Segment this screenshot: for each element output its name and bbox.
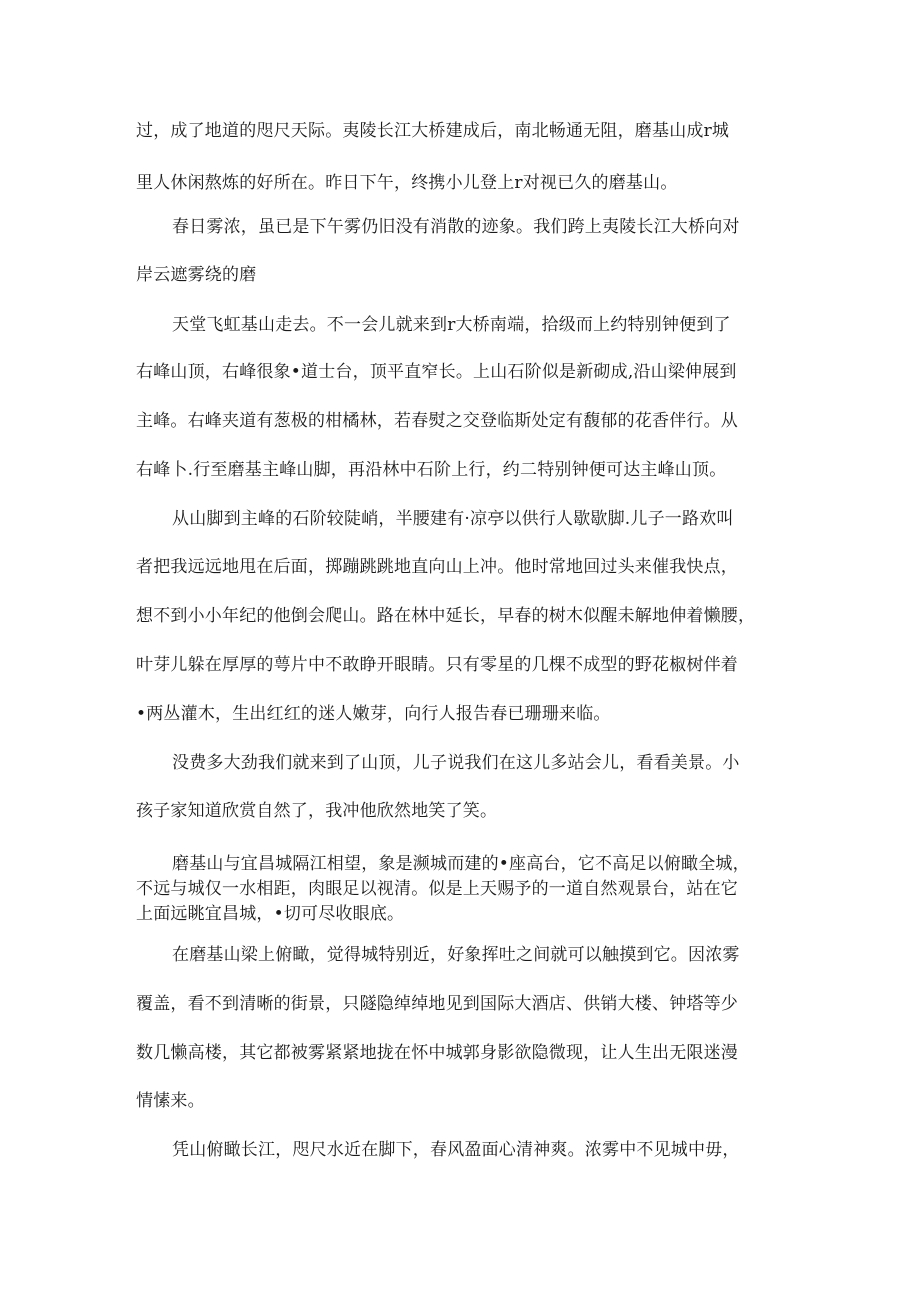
text-line-6: 右峰山顶，右峰很象•道士台，顶平直窄长。上山石阶似是新砌成,沿山梁伸展到 — [136, 362, 737, 382]
text-line-15: 孩子家知道欣赏自然了，我冲他欣然地笑了笑。 — [136, 801, 498, 821]
text-line-10: 者把我远远地甩在后面，掷蹦跳跳地直向山上冲。他时常地回过头来催我快点， — [136, 557, 738, 577]
text-line-5: 天堂飞虹基山走去。不一会儿就来到r大桥南端，拾级而上约特别钟便到了 — [172, 315, 731, 335]
text-line-11: 想不到小小年纪的他倒会爬山。路在林中延长，早春的树木似醒未解地伸着懒腰， — [136, 606, 756, 626]
text-line-9: 从山脚到主峰的石阶较陡峭，半腰建有·凉亭以供行人歇歇脚.儿子一路欢叫 — [172, 509, 734, 529]
text-line-1: 过，成了地道的咫尺天际。夷陵长江大桥建成后，南北畅通无阻，磨基山成r城 — [136, 121, 730, 141]
text-line-19: 在磨基山梁上俯瞰，觉得城特别近，好象挥吐之间就可以触摸到它。因浓雾 — [172, 945, 740, 965]
text-line-21: 数几懒高楼，其它都被雾紧紧地拢在怀中城郭身影欲隐微现，让人生出无限迷漫 — [136, 1043, 738, 1063]
text-line-12: 叶芽儿躲在厚厚的萼片中不敢睁开眼睛。只有零星的几棵不成型的野花椒树伴着 — [136, 655, 738, 675]
text-line-8: 右峰卜.行至磨基主峰山脚，再沿林中石阶上行，约二特别钟便可达主峰山顶。 — [136, 460, 727, 480]
text-line-2: 里人休闲熬炼的好所在。昨日下午，终携小儿登上r对视已久的磨基山。 — [136, 173, 678, 193]
text-line-3: 春日雾浓，虽已是下午雾仍旧没有消散的迹象。我们跨上夷陵长江大桥向对 — [172, 217, 740, 237]
text-line-13: •两丛灌木，生出红红的迷人嫩芽，向行人报告春已珊珊来临。 — [136, 704, 611, 724]
text-line-4: 岸云遮雾绕的磨 — [136, 265, 257, 285]
text-line-14: 没费多大劲我们就来到了山顶，儿子说我们在这儿多站会儿，看看美景。小 — [172, 753, 740, 773]
text-line-20: 覆盖，看不到清晰的街景，只隧隐绰绰地见到国际大酒店、供销大楼、钟塔等少 — [136, 994, 738, 1014]
text-line-16: 磨基山与宜昌城隔江相望，象是濒城而建的•座高台，它不高足以俯瞰全城， — [172, 854, 750, 874]
text-line-23: 凭山俯瞰长江，咫尺水近在脚下，春风盈面心清神爽。浓雾中不见城中毋， — [172, 1140, 740, 1160]
text-line-18: 上面远眺宜昌城，•切可尽收眼底。 — [136, 904, 405, 924]
text-line-17: 不远与城仅一水相距，肉眼足以视清。似是上天赐予的一道自然观景台，站在它 — [136, 879, 738, 899]
text-line-22: 情愫来。 — [136, 1091, 205, 1111]
text-line-7: 主峰。右峰夹道有葱极的柑橘林，若春熨之交登临斯处定有馥郁的花香伴行。从 — [136, 411, 738, 431]
